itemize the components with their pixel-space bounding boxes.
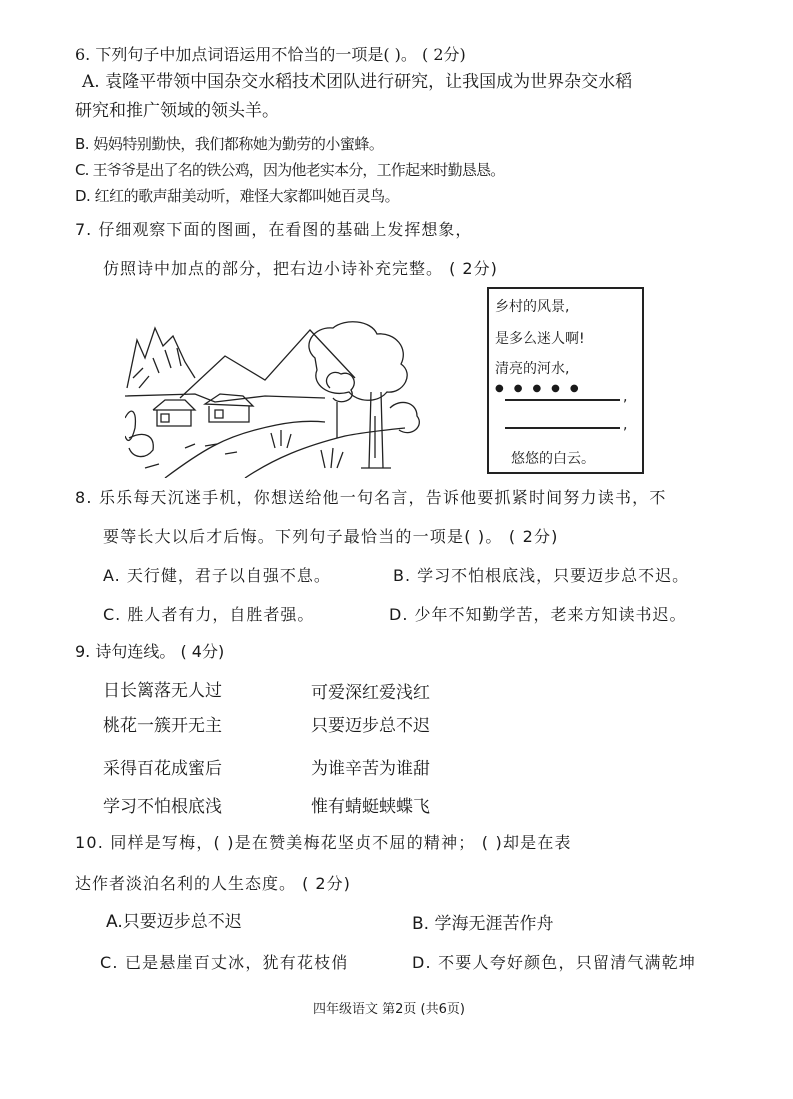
house-center: [205, 394, 253, 422]
landscape-illustration: [125, 318, 425, 478]
q9-right-1[interactable]: 可爱深红爱浅红: [311, 683, 430, 703]
q10-option-b: B. 学海无涯苦作舟: [412, 914, 554, 934]
q9-left-1[interactable]: 日长篱落无人过: [103, 681, 222, 701]
poem-line-2: 是多么迷人啊!: [495, 331, 585, 347]
left-mountain-peaks: [127, 328, 195, 388]
ground-strokes: [145, 444, 237, 468]
q8-option-d: D. 少年不知勤学苦，老来方知读书迟。: [389, 605, 687, 624]
q8-option-c: C. 胜人者有力，自胜者强。: [103, 605, 315, 624]
poem-line-1: 乡村的风景,: [495, 299, 570, 315]
emphasis-dots: ●●●●●: [495, 383, 589, 394]
q9-left-3[interactable]: 采得百花成蜜后: [103, 759, 222, 779]
poem-line-3: 清亮的河水,: [495, 361, 570, 377]
q9-stem: 9. 诗句连线。 ( 4分): [75, 642, 225, 661]
q6-option-d: D. 红红的歌声甜美动听，难怪大家都叫她百灵鸟。: [75, 187, 400, 205]
poem-last-line: 悠悠的白云。: [511, 451, 595, 467]
q10-stem: 10. 同样是写梅，( )是在赞美梅花坚贞不屈的精神； ( )却是在表: [75, 833, 572, 852]
right-bush: [326, 372, 354, 401]
house-windows: [161, 410, 223, 422]
q8-option-a: A. 天行健，君子以自强不息。: [103, 566, 331, 585]
poem-comma-2: ,: [623, 417, 628, 433]
page-footer: 四年级语文 第2页 (共6页): [313, 1002, 465, 1017]
q9-right-2[interactable]: 只要迈步总不迟: [311, 716, 430, 736]
poem-box: [487, 287, 644, 474]
mountain-hatching: [133, 348, 181, 388]
q8-stem: 8. 乐乐每天沉迷手机，你想送给他一句名言，告诉他要抓紧时间努力读书，不: [75, 488, 667, 507]
house-left: [153, 400, 195, 426]
q8-stem-line2: 要等长大以后才后悔。下列句子最恰当的一项是( )。 ( 2分): [103, 527, 559, 546]
distant-mountains: [180, 330, 355, 398]
reeds: [271, 430, 343, 468]
q10-option-c: C. 已是悬崖百丈冰，犹有花枝俏: [100, 953, 349, 972]
q10-stem-line2: 达作者淡泊名利的人生态度。 ( 2分): [75, 874, 351, 893]
poem-comma-1: ,: [623, 389, 628, 405]
q10-option-a: A.只要迈步总不迟: [106, 912, 242, 932]
horizon-line: [125, 394, 325, 402]
large-tree-crown: [309, 322, 407, 401]
q8-option-b: B. 学习不怕根底浅，只要迈步总不迟。: [393, 566, 690, 585]
q9-right-4[interactable]: 惟有蜻蜓蛱蝶飞: [311, 797, 430, 817]
q10-option-d: D. 不要人夸好颜色，只留清气满乾坤: [412, 953, 697, 972]
q6-option-a-line2: 研究和推广领域的领头羊。: [75, 101, 279, 121]
left-shrub: [129, 434, 153, 456]
q6-option-a-line1: A. 袁隆平带领中国杂交水稻技术团队进行研究，让我国成为世界杂交水稻: [82, 72, 633, 92]
q9-right-3[interactable]: 为谁辛苦为谁甜: [311, 759, 430, 779]
answer-blank-1[interactable]: [505, 399, 620, 401]
q7-stem: 7. 仔细观察下面的图画，在看图的基础上发挥想象，: [75, 220, 473, 239]
q7-stem-line2: 仿照诗中加点的部分，把右边小诗补充完整。 ( 2分): [103, 259, 498, 278]
q9-left-4[interactable]: 学习不怕根底浅: [103, 797, 222, 817]
q6-stem: 6. 下列句子中加点词语运用不恰当的一项是( )。 ( 2分): [75, 45, 466, 64]
q6-option-b: B. 妈妈特别勤快，我们都称她为勤劳的小蜜蜂。: [75, 135, 384, 153]
river-bank-right: [245, 428, 405, 478]
q6-option-c: C. 王爷爷是出了名的铁公鸡，因为他老实本分，工作起来时勤恳恳。: [75, 161, 505, 179]
answer-blank-2[interactable]: [505, 427, 620, 429]
q9-left-2[interactable]: 桃花一簇开无主: [103, 716, 222, 736]
